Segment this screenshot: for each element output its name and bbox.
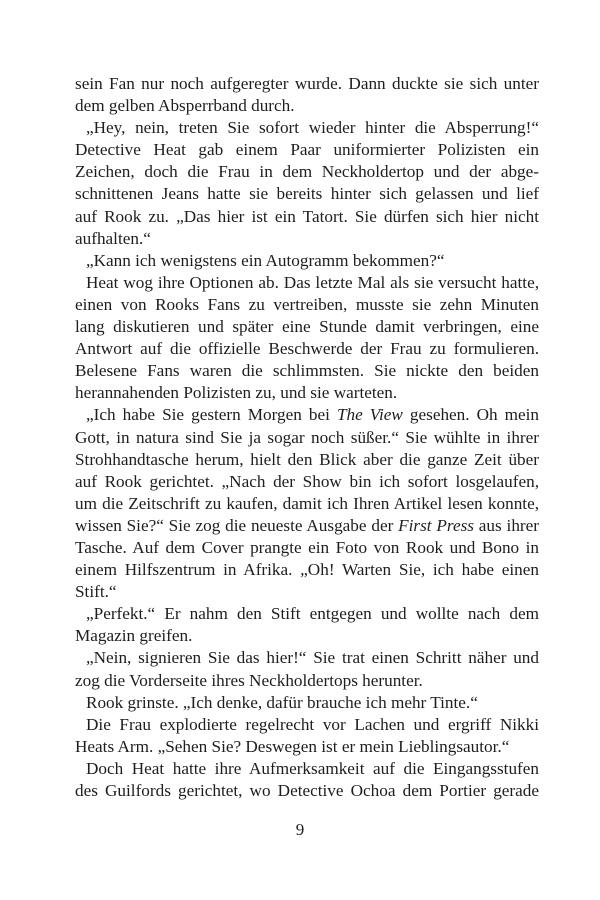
text-line: Stift.“ xyxy=(75,582,117,602)
text-line: einen von Rooks Fans zu vertreiben, musste sie zehn Minuten xyxy=(75,294,539,314)
text-span: „Ich habe Sie gestern Morgen bei xyxy=(86,405,337,425)
text-line: zog die Vorderseite ihres Neckholdertops herunter. xyxy=(75,670,423,690)
text-line xyxy=(75,404,539,426)
text-line: aufhalten.“ xyxy=(75,228,151,248)
text-line: „Hey, nein, treten Sie sofort wieder hinter die Absperrung!“ xyxy=(86,118,539,138)
text-line: Rook grinste. „Ich denke, dafür brauche ich mehr Tinte.“ xyxy=(86,692,478,712)
text-line: Zeichen, doch die Frau in dem Neckholdertop und der abge- xyxy=(75,162,539,182)
text-line: Tasche. Auf dem Cover prangte ein Foto von Rook und Bono in xyxy=(75,537,539,557)
text-span: gesehen. Oh mein xyxy=(402,405,540,425)
text-span: aus ihrer xyxy=(473,515,539,535)
text-line: Gott, in natura sind Sie ja sogar noch süßer.“ Sie wühlte in ihrer xyxy=(75,427,539,447)
text-line: Heat wog ihre Optionen ab. Das letzte Mal als sie versucht hatte, xyxy=(86,272,539,292)
text-line: auf Rook gerichtet. „Nach der Show bin ich sofort losgelaufen, xyxy=(75,471,539,491)
text-line: „Perfekt.“ Er nahm den Stift entgegen und wollte nach dem xyxy=(86,604,539,624)
text-line: Magazin greifen. xyxy=(75,626,193,646)
text-line: „Kann ich wenigstens ein Autogramm bekommen?“ xyxy=(86,250,445,270)
text-line: Doch Heat hatte ihre Aufmerksamkeit auf die Eingangsstufen xyxy=(86,758,539,778)
text-line: schnittenen Jeans hatte sie bereits hinter sich gelassen und lief xyxy=(75,184,539,204)
text-line: des Guilfords gerichtet, wo Detective Ochoa dem Portier gerade xyxy=(75,781,539,800)
text-line: Detective Heat gab einem Paar uniformierter Polizisten ein xyxy=(75,140,539,160)
text-line: sein Fan nur noch aufgeregter wurde. Dann duckte sie sich unter xyxy=(75,74,539,93)
text-line: auf Rook zu. „Das hier ist ein Tatort. Sie dürfen sich hier nicht xyxy=(75,206,539,226)
text-line: herannahenden Polizisten zu, und sie warteten. xyxy=(75,383,398,403)
text-line: dem gelben Absperrband durch. xyxy=(75,96,295,116)
text-line: Strohhandtasche herum, hielt den Blick aber die ganze Zeit über xyxy=(75,449,539,469)
text-line: um die Zeitschrift zu kaufen, damit ich Ihren Artikel lesen konnte, xyxy=(75,493,539,513)
italic-title: First Press xyxy=(398,515,474,535)
text-line: lang diskutieren und später eine Stunde damit verbringen, eine xyxy=(75,317,539,337)
page-number: 9 xyxy=(295,820,305,839)
text-line: Die Frau explodierte regelrecht vor Lachen und ergriff Nikki xyxy=(86,714,539,734)
italic-title: The View xyxy=(336,405,403,425)
text-line: einem Hilfszentrum in Afrika. „Oh! Warten Sie, ich habe einen xyxy=(75,560,539,580)
book-page-body xyxy=(75,73,539,802)
text-span: wissen Sie?“ Sie zog die neueste Ausgabe der xyxy=(75,515,399,535)
text-line: Antwort auf die offizielle Beschwerde der Frau zu formulieren. xyxy=(75,339,539,359)
text-line xyxy=(75,515,539,537)
text-line: Belesene Fans waren die schlimmsten. Sie nickte den beiden xyxy=(75,361,539,381)
text-line: Heats Arm. „Sehen Sie? Deswegen ist er mein Lieblingsautor.“ xyxy=(75,736,510,756)
text-line: „Nein, signieren Sie das hier!“ Sie trat einen Schritt näher und xyxy=(86,648,539,668)
